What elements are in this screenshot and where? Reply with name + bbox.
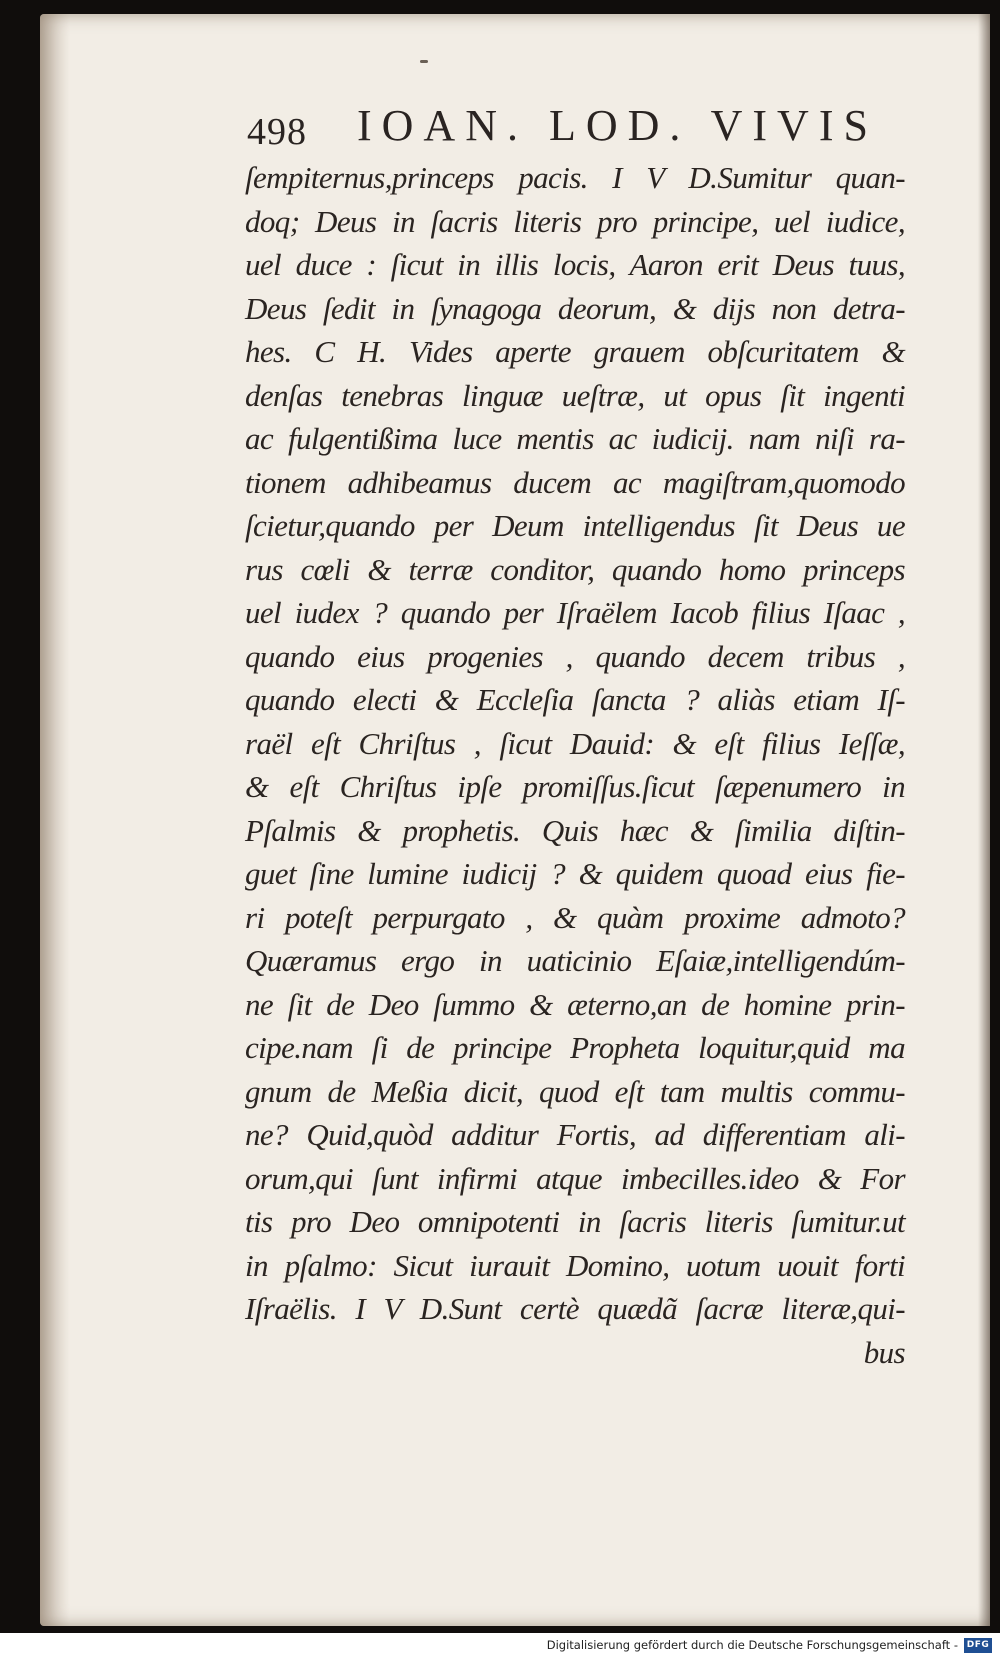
funding-credit: Digitalisierung gefördert durch die Deutsche Forschungsgemeinschaft - [546, 1638, 958, 1652]
text-line: Pſalmis & prophetis. Quis hæc & ſimilia diſtin- [245, 812, 905, 848]
body-text [245, 156, 905, 1374]
text-line: quando eius progenies , quando decem tribus , [245, 638, 905, 674]
catchword: bus [863, 1334, 905, 1370]
gutter-shadow [40, 14, 70, 1626]
text-line: uel duce : ſicut in illis locis, Aaron erit Deus tuus, [245, 247, 905, 282]
text-line: ſcietur,quando per Deum intelligendus ſit Deus ue [245, 508, 905, 543]
text-line: doq; Deus in ſacris literis pro principe, uel iudice, [245, 203, 905, 239]
text-line: orum,qui ſunt infirmi atque imbecilles.ideo & For [245, 1160, 905, 1196]
page-number: 498 [247, 111, 307, 153]
text-line: raël eſt Chriſtus , ſicut Dauid: & eſt filius Ieſſæ, [245, 725, 905, 761]
text-line: cipe.nam ſi de principe Propheta loquitur,quid ma [245, 1030, 905, 1065]
footer-bar [0, 1633, 1000, 1661]
text-line: hes. C H. Vides aperte grauem obſcuritatem & [245, 334, 905, 369]
text-line: Quæramus ergo in uaticinio Eſaiæ,intelligendúm- [245, 943, 905, 978]
page-header [247, 96, 887, 156]
text-line: Iſraëlis. I V D.Sunt certè quædã ſacræ literæ,qui- [245, 1291, 905, 1326]
text-line: tis pro Deo omnipotenti in ſacris literis ſumitur.ut [245, 1204, 905, 1239]
text-line: ſempiternus,princeps pacis. I V D.Sumitur quan- [245, 160, 905, 195]
ink-smudge [420, 60, 428, 63]
text-line: denſas tenebras linguæ ueſtræ, ut opus ſit ingenti [245, 377, 905, 413]
text-line: uel iudex ? quando per Iſraëlem Iacob filius Iſaac , [245, 595, 905, 630]
text-line: rus cœli & terræ conditor, quando homo princeps [245, 551, 905, 587]
text-line: in pſalmo: Sicut iurauit Domino, uotum uouit forti [245, 1247, 905, 1283]
text-line: quando electi & Eccleſia ſancta ? aliàs etiam Iſ- [245, 682, 905, 717]
text-line: ac fulgentißima luce mentis ac iudicij. nam niſi ra- [245, 421, 905, 456]
text-line: guet ſine lumine iudicij ? & quidem quoad eius fie- [245, 856, 905, 891]
text-line: ne ſit de Deo ſummo & æterno,an de homine prin- [245, 986, 905, 1022]
text-line: ri poteſt perpurgato , & quàm proxime admoto? [245, 899, 905, 935]
page-edge-shadow [978, 14, 990, 1626]
text-line: tionem adhibeamus ducem ac magiſtram,quomodo [245, 464, 905, 500]
running-title: IOAN. LOD. VIVIS [357, 101, 878, 150]
dfg-logo[interactable]: DFG [964, 1638, 992, 1653]
text-line: ne? Quid,quòd additur Fortis, ad differentiam ali- [245, 1117, 905, 1152]
text-line: Deus ſedit in ſynagoga deorum, & dijs non detra- [245, 290, 905, 326]
text-line: gnum de Meßia dicit, quod eſt tam multis commu- [245, 1073, 905, 1109]
text-line: & eſt Chriſtus ipſe promiſſus.ſicut ſæpenumero in [245, 769, 905, 804]
